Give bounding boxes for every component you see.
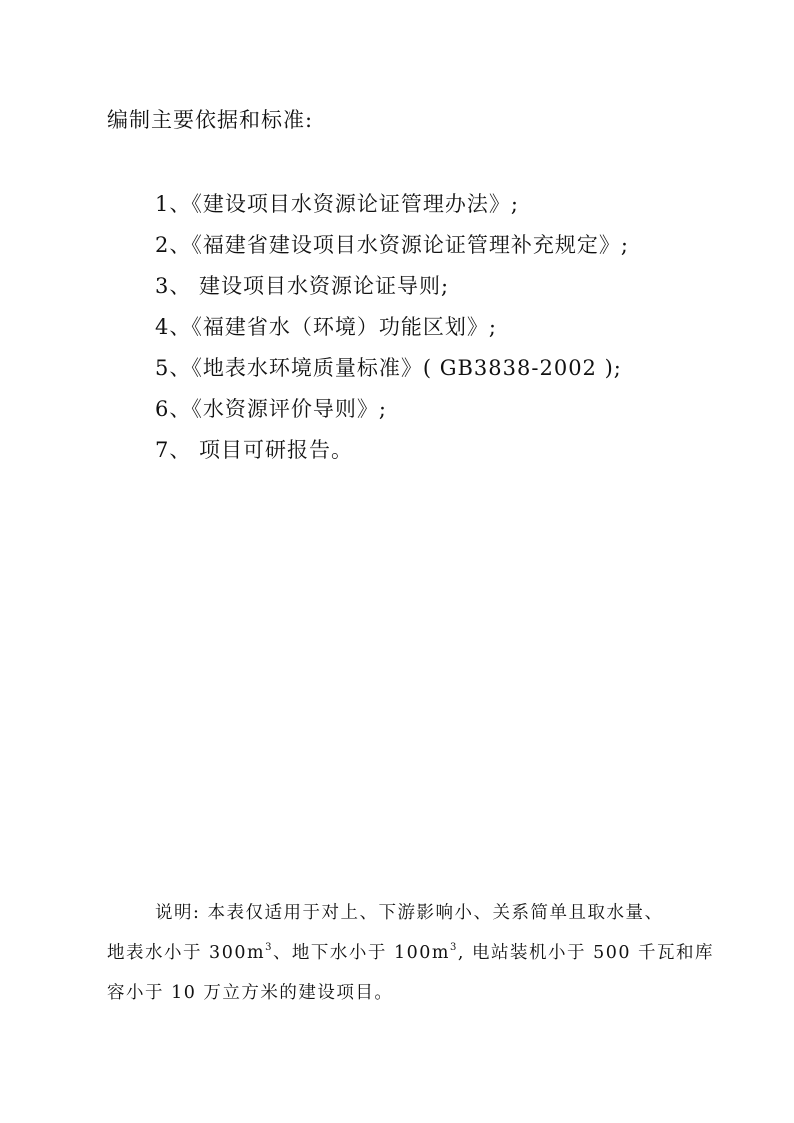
note-text: 地表水小于 300m [107,943,266,963]
section-heading: 编制主要依据和标准: [107,108,314,132]
reference-item: 5、《地表水环境质量标准》( GB3838-2002 ); [155,356,622,380]
reference-item: 7、 项目可研报告。 [155,438,354,462]
note-text: , 电站装机小于 500 千瓦和库 [457,943,715,963]
reference-item: 3、 建设项目水资源论证导则; [155,274,450,298]
reference-item: 4、《福建省水（环境）功能区划》; [155,315,497,339]
reference-list [155,184,629,471]
note-text: 、地下水小于 100m [272,943,450,963]
note-line [107,933,715,973]
note-line: 容小于 10 万立方米的建设项目。 [107,983,394,1003]
explanatory-note [107,893,715,1013]
superscript: 3 [265,942,273,953]
reference-item: 1、《建设项目水资源论证管理办法》; [155,192,519,216]
superscript: 3 [450,942,458,953]
reference-item: 2、《福建省建设项目水资源论证管理补充规定》; [155,233,629,257]
note-line: 说明: 本表仅适用于对上、下游影响小、关系简单且取水量、 [155,903,664,923]
reference-item: 6、《水资源评价导则》; [155,397,387,421]
